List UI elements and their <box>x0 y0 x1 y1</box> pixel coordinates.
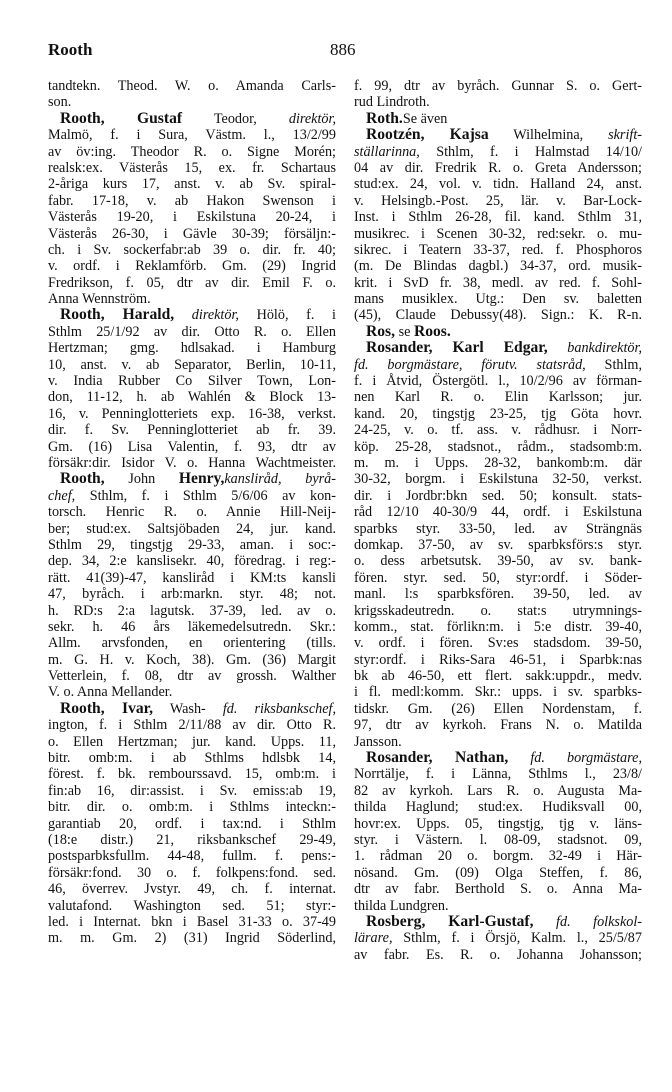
entry-text: av öv:ing. Theodor R. o. Signe Morén; <box>48 143 336 160</box>
text-line <box>354 226 642 242</box>
entry-text: 82 av kyrkoh. Lars R. o. Augusta Ma- <box>354 782 642 799</box>
entry-text: Se även <box>402 110 448 127</box>
text-line <box>354 455 642 471</box>
entry-text: 10, anst. v. ab Separator, Berlin, 10-11, <box>48 356 336 373</box>
entry-name: Rooth, Ivar, <box>60 699 154 717</box>
text-line <box>354 799 642 815</box>
entry-text: ch. i Sv. sockerfabr:ab 39 o. dir. fr. 40; <box>48 241 336 258</box>
entry-text: Fredrikson, f. 05, dtr av dir. Emil F. o. <box>48 274 336 291</box>
entry-text: krigsskadeutredn. o. stat:s utrymnings- <box>354 602 642 619</box>
entry-text: 46, överrev. Jvstyr. 49, ch. f. internat. <box>48 881 336 898</box>
page-number: 886 <box>330 40 356 59</box>
entry-text: Allm. arvsfonden, en orientering (tills. <box>48 635 336 652</box>
text-line <box>48 570 336 586</box>
entry-text: don, 11-12, h. ab Wahlén & Block 13- <box>48 389 336 406</box>
entry-text: v. India Rubber Co Silver Town, Lon- <box>48 373 336 390</box>
entry-text: styr. i Västern. l. 08-09, stadsnot. 09, <box>354 831 642 848</box>
text-line <box>354 209 642 225</box>
text-line <box>48 307 336 323</box>
text-line <box>354 684 642 700</box>
entry-text: Malmö, f. i Sura, Västm. l., 13/2/99 <box>48 127 336 144</box>
text-line <box>48 930 336 946</box>
text-line <box>354 94 642 110</box>
text-line <box>354 898 642 914</box>
entry-text: m. m. i Upps. 28-32, bankomb:m. där <box>354 454 642 471</box>
entry-text: 1. rådman 20 o. borgm. 32-49 i Här- <box>354 848 642 865</box>
text-line <box>354 439 642 455</box>
entry-title: fd. borgmästare, <box>508 750 642 767</box>
text-line <box>354 144 642 160</box>
text-line <box>354 750 642 766</box>
entry-title: bankdirektör, <box>547 340 643 357</box>
text-line <box>48 275 336 291</box>
page-header <box>48 40 640 64</box>
text-line <box>48 537 336 553</box>
text-line <box>354 422 642 438</box>
entry-text: realsk:ex. Västerås 15, ex. fr. Schartaus <box>48 159 336 176</box>
entry-text: Hölö, f. i <box>238 307 336 324</box>
text-line <box>354 914 642 930</box>
entry-text: Teodor, <box>182 110 289 127</box>
entry-name: Rosander, Karl Edgar, <box>366 339 548 357</box>
text-line <box>354 603 642 619</box>
text-line <box>354 127 642 143</box>
entry-text: hovr:ex. Upps. 05, tingstjg, tjg v. läns- <box>354 815 642 832</box>
entry-text: h. RD:s 2:a lagutsk. 37-39, led. av o. <box>48 602 336 619</box>
entry-text: bitr. dir. o. omb:m. i Sthlms inteckn:- <box>48 799 336 816</box>
entry-title: fd. riksbankschef, <box>205 700 336 717</box>
entry-text <box>174 307 192 323</box>
text-line <box>354 930 642 946</box>
text-line <box>354 471 642 487</box>
text-line <box>48 357 336 373</box>
entry-text: kand. 20, tingstjg 23-25, tjg Göta hovr. <box>354 405 642 422</box>
entry-text: valutafond. Washington sed. 51; styr:- <box>48 897 336 914</box>
text-line <box>48 193 336 209</box>
text-line <box>48 799 336 815</box>
entry-text: garantiab 20, ordf. i tax:nd. i Sthlm <box>48 815 336 832</box>
entry-text: komm., stat. förlikn:m. i 5:e distr. 39-40, <box>354 618 642 635</box>
entry-text: Sthlm, <box>585 356 643 373</box>
entry-title: ställarinna, <box>354 143 420 160</box>
text-line <box>354 668 642 684</box>
entry-text: Sthlm 29, tingstjg 29-33, aman. i soc:- <box>48 536 336 553</box>
text-line <box>354 717 642 733</box>
entry-text: m. m. Gm. 2) (31) Ingrid Söderlind, <box>48 930 336 947</box>
entry-text: led. i Internat. bkn i Basel 31-33 o. 37-49 <box>48 913 336 930</box>
entry-text: stud:ex. 24, vol. v. tidn. Halland 24, anst. <box>354 176 642 193</box>
text-line <box>354 701 642 717</box>
text-line <box>48 209 336 225</box>
text-line <box>354 160 642 176</box>
entry-text: Wilhelmina, <box>488 127 609 144</box>
text-line <box>354 78 642 94</box>
entry-text: v. ordf. i Reklamförb. Gm. (29) Ingrid <box>48 258 336 275</box>
text-line <box>48 226 336 242</box>
text-line <box>48 783 336 799</box>
entry-name: Ros, <box>366 322 396 340</box>
text-line <box>354 570 642 586</box>
entry-text: Hertzman; gmg. hdlsakad. i Hamburg <box>48 340 336 357</box>
text-line <box>48 668 336 684</box>
entry-text: mans musiklex. Utg.: Den sv. baletten <box>354 291 642 308</box>
text-line <box>354 176 642 192</box>
entry-text: o. Ellen Hertzman; jur. kand. Upps. 11, <box>48 733 336 750</box>
text-line <box>354 193 642 209</box>
text-line <box>48 914 336 930</box>
text-line <box>48 603 336 619</box>
text-line <box>354 357 642 373</box>
text-line <box>354 553 642 569</box>
entry-text: förest. f. bk. rembourssavd. 15, omb:m. i <box>48 766 336 783</box>
entry-text: 47, byråch. i arb:markn. styr. 48; not. <box>48 586 336 603</box>
entry-title: skrift- <box>608 127 642 144</box>
entry-text: Västerås 26-30, i Gävle 30-39; försäljn:- <box>48 225 336 242</box>
entry-title: kansliråd, byrå- <box>224 471 336 488</box>
entry-text: Jansson. <box>354 733 402 750</box>
entry-text: fören. styr. sed. 50, styr:ordf. i Söder- <box>354 569 642 586</box>
entry-text: (m. De Blindas dagbl.) 34-37, ord. musik- <box>354 258 642 275</box>
entry-text: nösand. Gm. (09) Olga Steffen, f. 86, <box>354 864 642 881</box>
entry-title: fd. folkskol- <box>533 913 642 930</box>
entry-text: bitr. omb:m. i ab Sthlms hdlsbk 14, <box>48 750 336 767</box>
entry-name: Roos. <box>413 322 451 340</box>
text-line <box>354 406 642 422</box>
text-line <box>354 783 642 799</box>
entry-text: domkap. 37-50, av sv. sparbksförs:s styr. <box>354 536 642 553</box>
text-line <box>354 947 642 963</box>
entry-text: V. o. Anna Mellander. <box>48 684 173 701</box>
entry-text: Wash- <box>153 700 206 717</box>
text-line <box>354 586 642 602</box>
text-line <box>48 734 336 750</box>
text-line <box>354 881 642 897</box>
entry-name: Rosberg, Karl-Gustaf, <box>366 912 534 930</box>
text-line <box>48 471 336 487</box>
entry-text: Gm. (16) Lisa Valentin, f. 93, dtr av <box>48 438 336 455</box>
entry-text: sparbks styr. 33-50, led. av Strängnäs <box>354 520 642 537</box>
entry-text: försäkr:fond. 30 o. f. folkpens:fond. sed. <box>48 864 336 881</box>
text-line <box>354 652 642 668</box>
entry-text: (18:e distr.) 21, riksbankschef 29-49, <box>48 831 336 848</box>
text-line <box>354 307 642 323</box>
entry-text: krit. i SvD fr. 38, medl. av red. f. Sohl- <box>354 274 642 291</box>
text-line <box>48 324 336 340</box>
text-line <box>354 865 642 881</box>
text-line <box>48 242 336 258</box>
text-line <box>48 766 336 782</box>
entry-text: dir. i Jordbr:bkn sed. 50; konsult. stats- <box>354 487 642 504</box>
entry-name: Rooth, Harald, <box>60 306 175 324</box>
entry-text: v. Helsingb.-Post. 25, lär. v. Bar-Lock- <box>354 192 642 209</box>
text-line <box>354 111 642 127</box>
entry-text: torsch. Henric R. o. Annie Hill-Neij- <box>48 504 336 521</box>
entry-text: dtr av fabr. Berthold S. o. Anna Ma- <box>354 881 642 898</box>
entry-text: f. i Åtvid, Östergötl. l., 10/2/96 av förman- <box>354 373 642 390</box>
entry-text: Vetterlein, f. 08, dtr av grossh. Walther <box>48 668 336 685</box>
text-line <box>48 422 336 438</box>
entry-text: thilda Lundgren. <box>354 897 449 914</box>
entry-text: 04 av dir. Fredrik R. o. Greta Andersson; <box>354 159 642 176</box>
text-line <box>48 586 336 602</box>
entry-text: tandtekn. Theod. W. o. Amanda Carls- <box>48 78 336 94</box>
entry-title: direktör, <box>288 110 336 127</box>
entry-text: försäkr:dir. Isidor V. o. Hanna Wachtmeister. <box>48 454 336 471</box>
entry-text: Sthlm, f. i Halmstad 14/10/ <box>419 143 642 160</box>
text-line <box>48 488 336 504</box>
entry-text: John <box>104 471 179 488</box>
text-line <box>48 881 336 897</box>
entry-title: chef, <box>48 487 76 504</box>
text-line <box>48 340 336 356</box>
text-line <box>48 898 336 914</box>
entry-text: 30-32, borgm. i Eskilstuna 32-50, verkst. <box>354 471 642 488</box>
text-line <box>354 504 642 520</box>
entry-title: lärare, <box>354 930 393 947</box>
entry-text: tidskr. Gm. (26) Ellen Nordenstam, f. <box>354 700 642 717</box>
entry-text: ington, f. i Sthlm 2/11/88 av dir. Otto R. <box>48 717 336 734</box>
text-line <box>354 635 642 651</box>
text-line <box>48 504 336 520</box>
entry-text: son. <box>48 94 72 111</box>
text-line <box>48 553 336 569</box>
text-line <box>354 521 642 537</box>
entry-text: f. 99, dtr av byråch. Gunnar S. o. Gert- <box>354 78 642 94</box>
text-line <box>354 258 642 274</box>
entry-text: Västerås 19-20, i Eskilstuna 20-24, i <box>48 209 336 226</box>
entry-text: Sthlm 25/1/92 av dir. Otto R. o. Ellen <box>48 323 336 340</box>
text-line <box>48 144 336 160</box>
entry-text: Norrtälje, f. i Länna, Sthlms l., 23/8/ <box>354 766 642 783</box>
text-line <box>48 750 336 766</box>
entry-text: rud Lindroth. <box>354 94 430 111</box>
entry-name: Rooth, Gustaf <box>60 109 183 127</box>
text-line <box>354 766 642 782</box>
text-line <box>354 488 642 504</box>
entry-text: sekr. h. 46 års läkemedelsutredn. Skr.: <box>48 618 336 635</box>
entry-text: v. ordf. i fören. Sv:es stadsdom. 39-50, <box>354 635 642 652</box>
text-line <box>48 176 336 192</box>
text-line <box>48 439 336 455</box>
text-line <box>48 389 336 405</box>
entry-text: 2-åriga kurs 17, anst. v. ab Sv. spiral- <box>48 176 336 193</box>
text-line <box>48 684 336 700</box>
entry-text: manl. l:s sparbksfören. 39-50, led. av <box>354 586 642 603</box>
entry-text: m. G. H. v. Koch, 38). Gm. (36) Margit <box>48 651 336 668</box>
text-line <box>48 406 336 422</box>
entry-text: 16, v. Penninglotteriets exp. 16-38, verkst. <box>48 405 336 422</box>
entry-text: se <box>395 323 414 340</box>
entry-text: i fl. medl:komm. Skr.: upps. i sv. sparbks- <box>354 684 642 701</box>
text-line <box>354 275 642 291</box>
text-line <box>48 373 336 389</box>
text-line <box>48 635 336 651</box>
entry-text: postsparbksfullm. 44-48, fullm. f. pens:- <box>48 848 336 865</box>
entry-text: sikrec. i Teatern 33-37, red. f. Phosphoros <box>354 241 642 258</box>
entry-name: Rootzén, Kajsa <box>366 126 489 144</box>
entry-text: (45), Claude Debussy(48). Sign.: K. R-n. <box>354 307 642 324</box>
text-line <box>48 619 336 635</box>
entry-text: råd 12/10 40-30/9 44, ordf. i Eskilstuna <box>354 504 642 521</box>
text-line <box>48 111 336 127</box>
text-line <box>354 848 642 864</box>
text-line <box>354 340 642 356</box>
entry-text: Anna Wennström. <box>48 291 151 308</box>
entry-name: Henry, <box>178 470 225 488</box>
text-line <box>48 832 336 848</box>
text-line <box>48 717 336 733</box>
entry-text: dir. f. Sv. Penninglotteriet ab fr. 39. <box>48 422 336 439</box>
entry-name: Rooth, <box>60 470 105 488</box>
text-line <box>48 78 336 94</box>
text-line <box>48 701 336 717</box>
right-column <box>354 78 642 963</box>
entry-text: bk ab 46-50, ett flert. sakk:uppdr., medv. <box>354 668 642 685</box>
entry-text: rätt. 41(39)-47, kansliråd i KM:ts kansli <box>48 569 336 586</box>
entry-name: Roth. <box>366 109 403 127</box>
entry-text: dep. 34, 2:e kanslisekr. 40, föredrag. i reg:- <box>48 553 336 570</box>
entry-text: nen Karl R. o. Elin Karlsson; jur. <box>354 389 642 406</box>
text-line <box>48 816 336 832</box>
entry-title: direktör, <box>191 307 239 324</box>
text-line <box>354 242 642 258</box>
running-head: Rooth <box>48 40 93 59</box>
entry-name: Rosander, Nathan, <box>366 749 509 767</box>
text-line <box>354 537 642 553</box>
entry-text: fabr. 17-18, v. ab Hakon Swenson i <box>48 192 336 209</box>
entry-text: musikrec. i Scenen 30-32, red:sekr. o. mu- <box>354 225 642 242</box>
entry-text: Sthlm, f. i Sthlm 5/6/06 av kon- <box>75 487 336 504</box>
entry-text: 24-25, v. o. tf. ass. v. rådhusr. i Norr- <box>354 422 642 439</box>
entry-text: Sthlm, f. i Örsjö, Kalm. l., 25/5/87 <box>392 930 642 947</box>
text-line <box>48 94 336 110</box>
entry-text: 97, dtr av kyrkoh. Frans N. o. Matilda <box>354 717 642 734</box>
entry-title: fd. borgmästare, förutv. statsråd, <box>354 356 586 373</box>
text-line <box>354 816 642 832</box>
text-line <box>354 734 642 750</box>
text-line <box>354 619 642 635</box>
left-column <box>48 78 336 947</box>
entry-text: thilda Haglund; stud:ex. Hudiksvall 00, <box>354 799 642 816</box>
text-line <box>354 324 642 340</box>
entry-text: köp. 25-28, stadsnot., rådm., stadsomb:m. <box>354 438 642 455</box>
text-line <box>354 291 642 307</box>
text-line <box>48 652 336 668</box>
text-line <box>48 865 336 881</box>
text-line <box>48 291 336 307</box>
text-line <box>48 127 336 143</box>
entry-text: styr:ordf. i Riks-Sara 46-51, i Sparbk:nas <box>354 651 642 668</box>
text-line <box>354 373 642 389</box>
text-line <box>354 832 642 848</box>
entry-text: av fabr. Es. R. o. Johanna Johansson; <box>354 946 642 963</box>
entry-text: ber; stud:ex. Saltsjöbaden 24, jur. kand. <box>48 520 336 537</box>
text-line <box>48 455 336 471</box>
entry-text: fin:ab 16, dir:assist. i Sv. emiss:ab 19, <box>48 782 336 799</box>
text-line <box>354 389 642 405</box>
entry-text: o. dess arbetsutsk. 39-50, av sv. bank- <box>354 553 642 570</box>
text-line <box>48 521 336 537</box>
text-line <box>48 848 336 864</box>
text-line <box>48 258 336 274</box>
entry-text: Inst. i Sthlm 26-28, fil. kand. Sthlm 31, <box>354 209 642 226</box>
text-line <box>48 160 336 176</box>
